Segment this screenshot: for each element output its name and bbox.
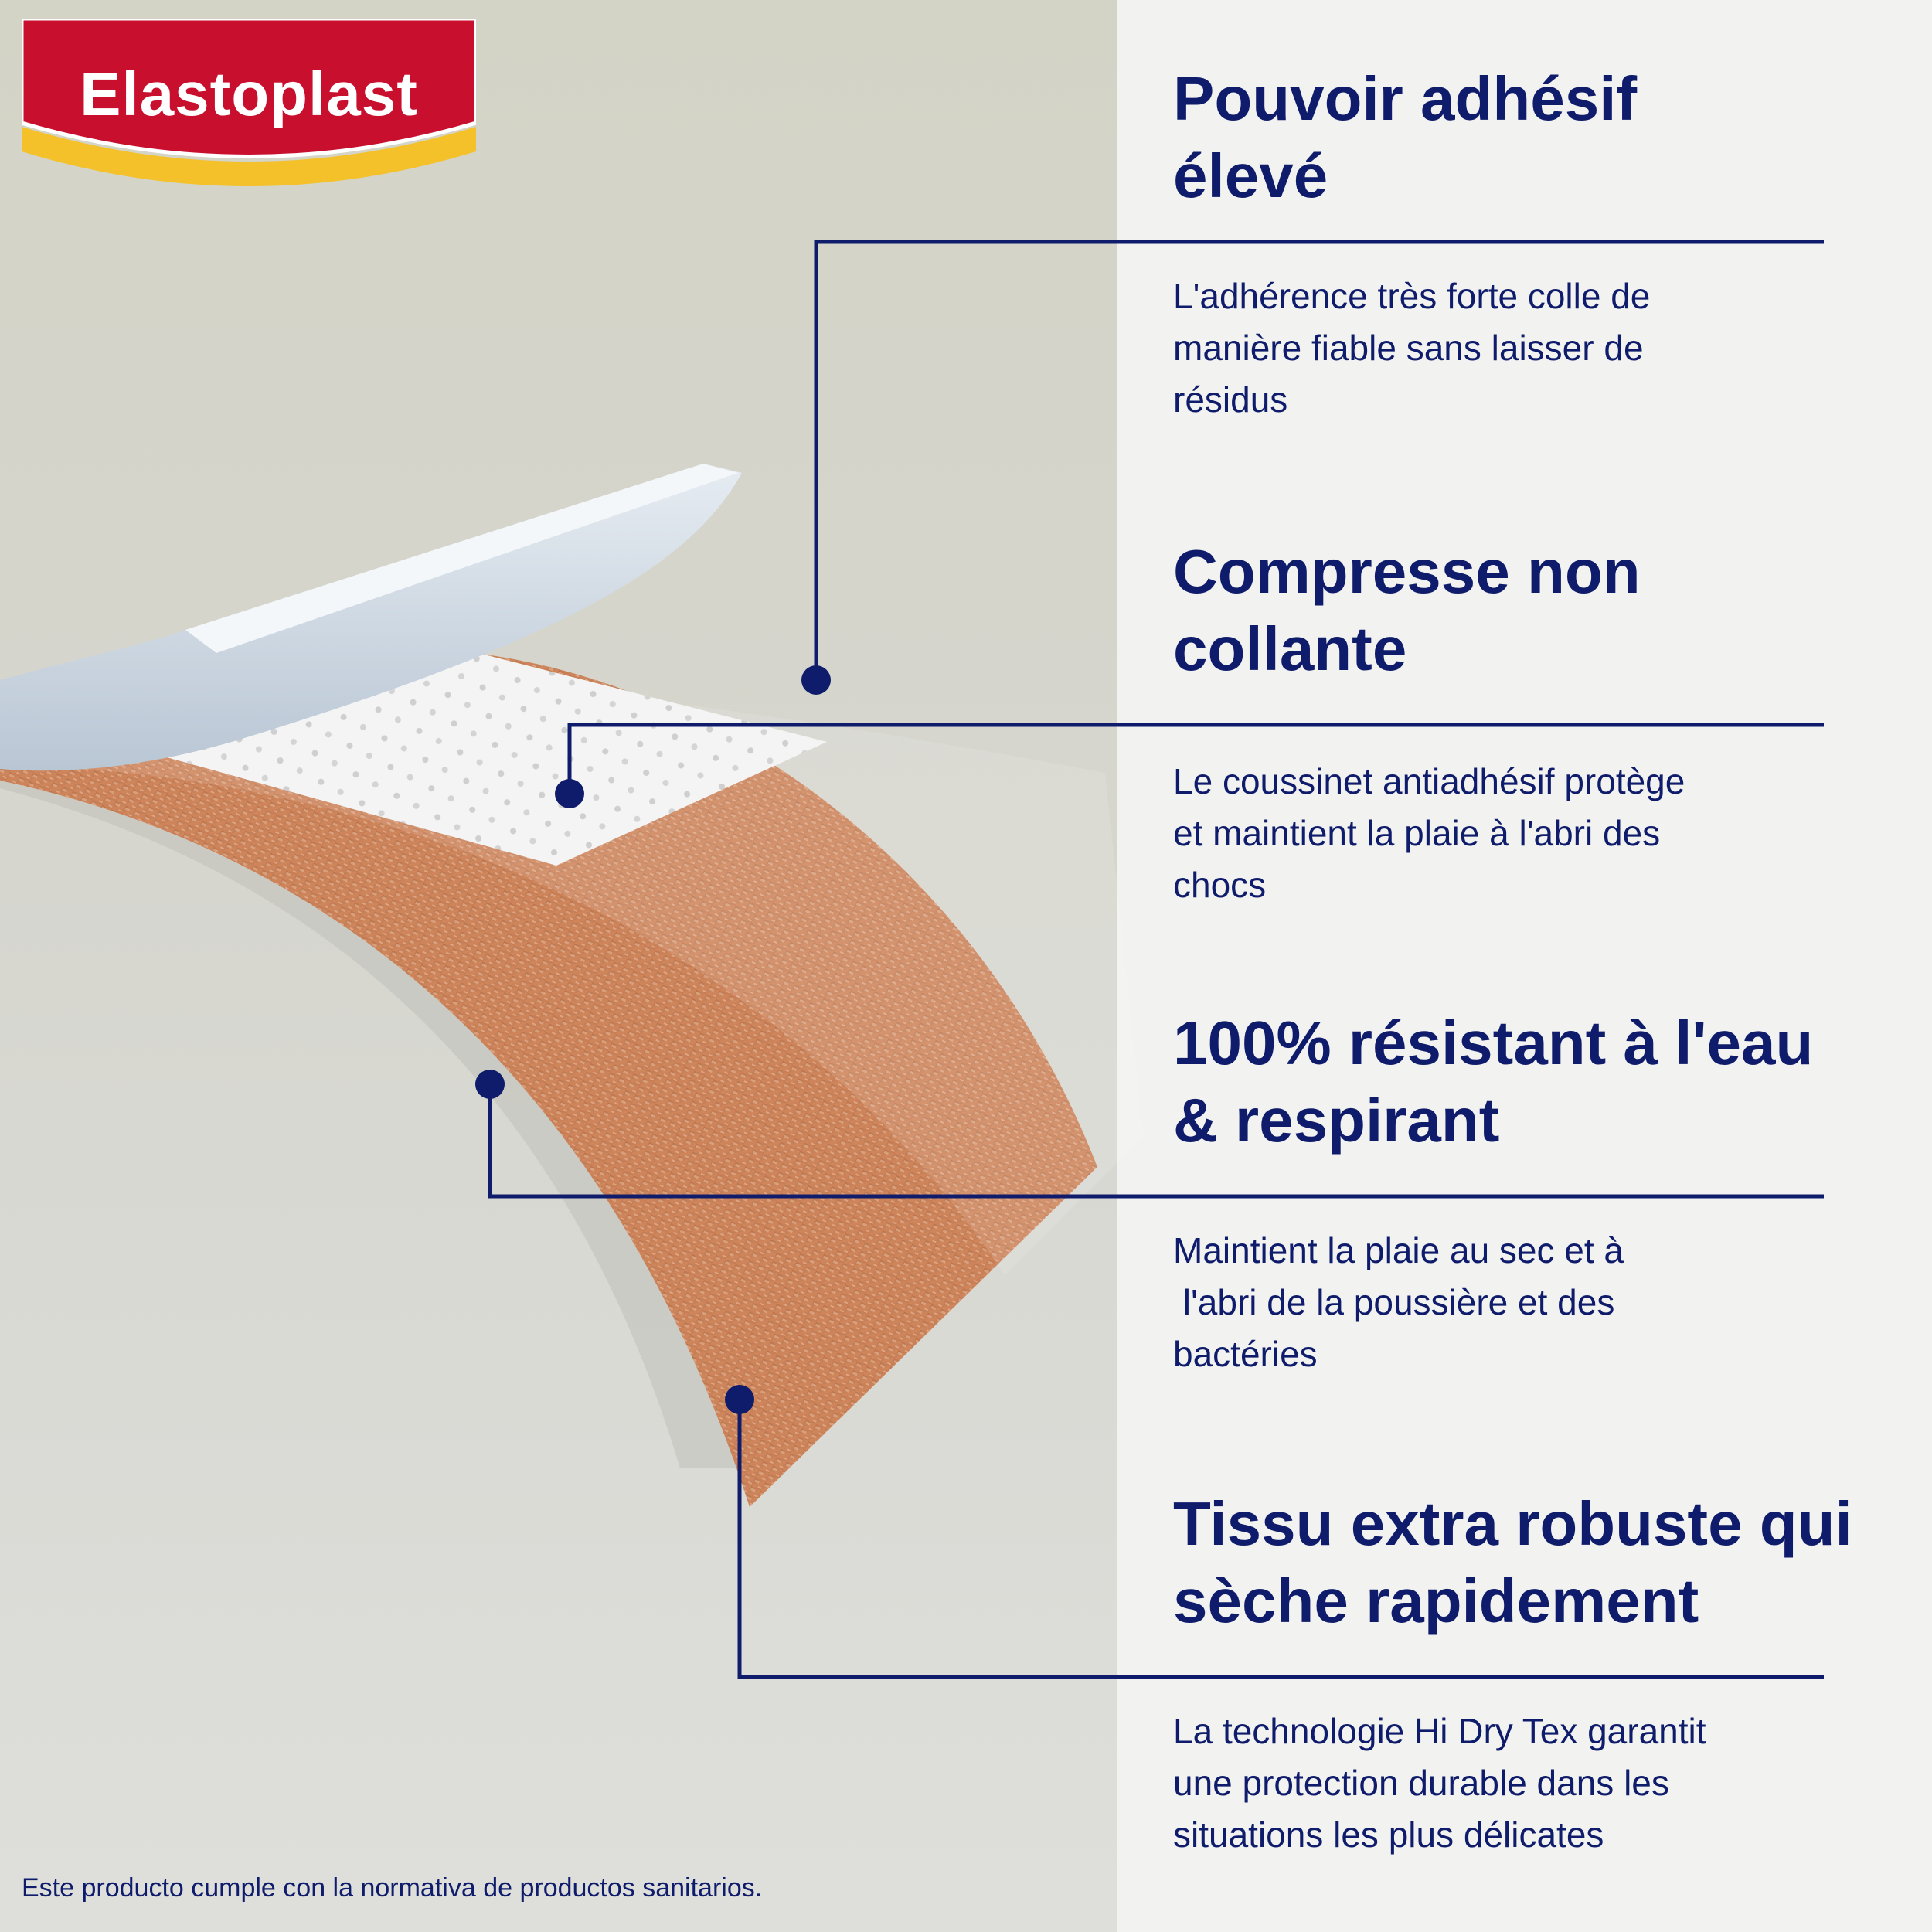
feature-description [1173, 270, 1869, 426]
feature-title: élevé [1173, 141, 1328, 210]
feature-description [1173, 756, 1869, 911]
description-line: chocs [1173, 865, 1267, 905]
feature-title: Pouvoir adhésif [1173, 64, 1638, 133]
description-line: situations les plus délicates [1173, 1815, 1604, 1855]
description-line: résidus [1173, 379, 1288, 420]
description-line: L'adhérence très forte colle de [1173, 276, 1651, 316]
description-line: Le coussinet antiadhésif protège [1173, 761, 1685, 801]
feature-robust-fabric [1173, 1485, 1915, 1640]
feature-title: Compresse non [1173, 537, 1641, 606]
description-line: bactéries [1173, 1334, 1318, 1374]
description-line: une protection durable dans les [1173, 1763, 1669, 1803]
feature-title: sèche rapidement [1173, 1566, 1699, 1635]
feature-description [1173, 1706, 1869, 1861]
description-line: manière fiable sans laisser de [1173, 328, 1644, 368]
feature-title: Tissu extra robuste qui [1173, 1489, 1852, 1558]
footer-disclaimer: Este producto cumple con la normativa de productos sanitarios. [22, 1873, 763, 1903]
description-line: La technologie Hi Dry Tex garantit [1173, 1711, 1706, 1751]
feature-title: & respirant [1173, 1086, 1500, 1155]
description-line: Maintient la plaie au sec et à [1173, 1230, 1624, 1270]
feature-non-stick-pad [1173, 533, 1915, 688]
feature-waterproof [1173, 1005, 1915, 1159]
description-line: l'abri de la poussière et des [1173, 1282, 1615, 1322]
description-line: et maintient la plaie à l'abri des [1173, 813, 1661, 853]
feature-title: 100% résistant à l'eau [1173, 1009, 1814, 1077]
feature-title: collante [1173, 614, 1407, 683]
feature-description [1173, 1225, 1869, 1380]
brand-name: Elastoplast [80, 60, 418, 128]
feature-adhesive [1173, 60, 1915, 215]
elastoplast-logo [22, 19, 476, 196]
